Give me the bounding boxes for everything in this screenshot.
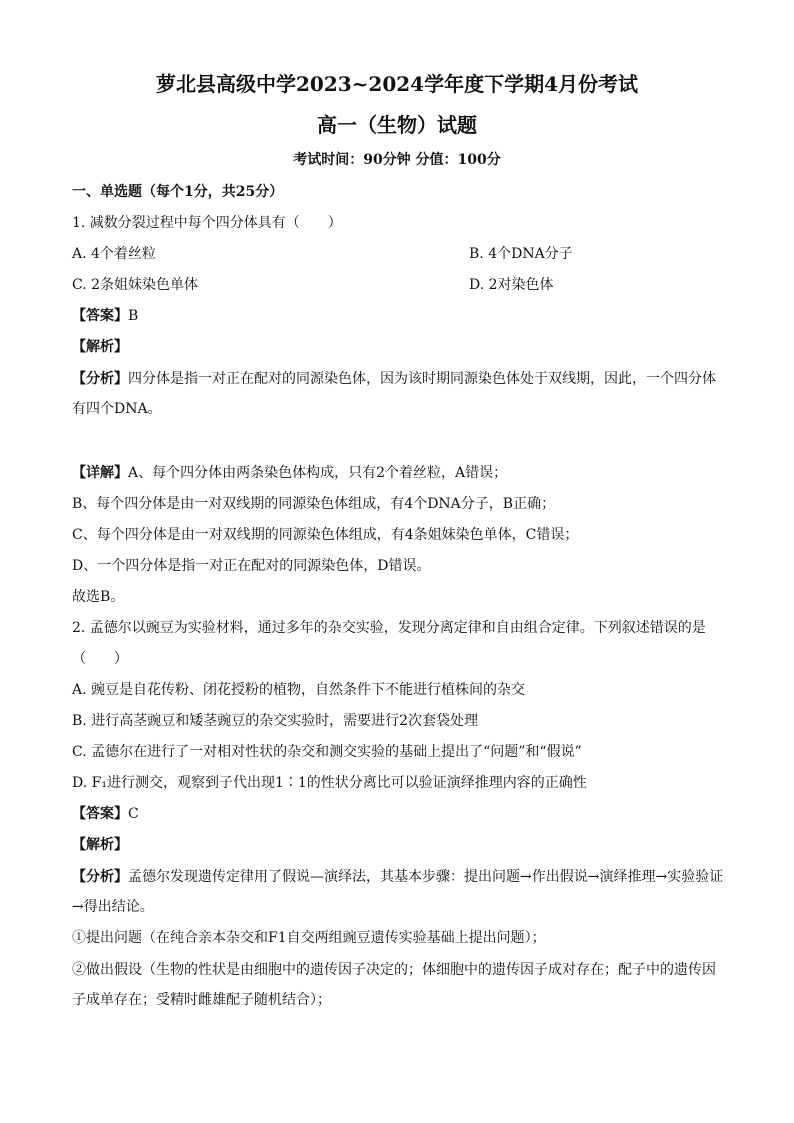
q1-option-d: D. 2对染色体 bbox=[469, 277, 554, 293]
q1-xiangjie-2: B、每个四分体是由一对双线期的同源染色体组成，有4个DNA分子，B正确； bbox=[72, 496, 556, 512]
q2-option-a: A. 豌豆是自花传粉、闭花授粉的植物，自然条件下不能进行植株间的杂交 bbox=[72, 682, 526, 698]
q1-options-row1 bbox=[72, 244, 724, 264]
q2-step-2: ②做出假设（生物的性状是由细胞中的遗传因子决定的；体细胞中的遗传因子成对存在；配子中的遗传因子成单存在；受精时雌雄配子随机结合）； bbox=[72, 962, 716, 1008]
q2-paren: （ ） bbox=[72, 651, 128, 667]
q1-xiangjie-1 bbox=[72, 463, 724, 483]
q1-xiangjie-3: C、每个四分体是由一对双线期的同源染色体组成，有4条姐妹染色单体，C错误； bbox=[72, 527, 579, 543]
q1-stem: 1. 减数分裂过程中每个四分体具有（ ） bbox=[72, 215, 342, 231]
q1-option-b: B. 4个DNA分子 bbox=[469, 246, 573, 262]
q2-stem: 2. 孟德尔以豌豆为实验材料，通过多年的杂交实验，发现分离定律和自由组合定律。下列叙述错误的是 bbox=[72, 620, 706, 636]
q2-option-b: B. 进行高茎豌豆和矮茎豌豆的杂交实验时，需要进行2次套袋处理 bbox=[72, 713, 479, 729]
q1-fenxi bbox=[72, 364, 724, 424]
q2-option-d: D. F₁进行测交，观察到子代出现1∶1的性状分离比可以验证演绎推理内容的正确性 bbox=[72, 775, 587, 791]
q1-answer-tag: 【答案】 bbox=[72, 308, 128, 324]
q1-conclusion: 故选B。 bbox=[72, 589, 125, 605]
q2-fenxi-tag: 【分析】 bbox=[72, 869, 128, 885]
q2-option-c: C. 孟德尔在进行了一对相对性状的杂交和测交实验的基础上提出了“问题”和“假说” bbox=[72, 744, 582, 760]
exam-info: 考试时间：90分钟 分值：100分 bbox=[293, 152, 501, 168]
q1-xiangjie-4: D、一个四分体是指一对正在配对的同源染色体，D错误。 bbox=[72, 558, 431, 574]
exam-title: 萝北县高级中学2023~2024学年度下学期4月份考试 bbox=[155, 72, 638, 96]
q1-answer-value: B bbox=[128, 308, 139, 324]
q2-answer-value: C bbox=[128, 806, 139, 822]
q1-answer bbox=[72, 306, 724, 326]
q1-options-row2 bbox=[72, 275, 724, 295]
q1-option-c: C. 2条姐妹染色单体 bbox=[72, 277, 199, 293]
q2-fenxi bbox=[72, 862, 724, 922]
q2-fenxi-text: 孟德尔发现遗传定律用了假说—演绎法，其基本步骤：提出问题→作出假说→演绎推理→实验验证→得出结论。 bbox=[72, 869, 724, 915]
q1-xiangjie-tag: 【详解】 bbox=[72, 465, 128, 481]
exam-subtitle: 高一（生物）试题 bbox=[317, 113, 477, 137]
section-heading: 一、单选题（每个1分，共25分） bbox=[72, 184, 284, 200]
q1-xiangjie-1-text: A、每个四分体由两条染色体构成，只有2个着丝粒，A错误； bbox=[128, 465, 508, 481]
q2-step-1: ①提出问题（在纯合亲本杂交和F1自交两组豌豆遗传实验基础上提出问题）； bbox=[72, 930, 546, 946]
q1-option-a: A. 4个着丝粒 bbox=[72, 246, 156, 262]
q1-jiexi-tag: 【解析】 bbox=[72, 339, 128, 355]
q2-answer-tag: 【答案】 bbox=[72, 806, 128, 822]
q2-jiexi-tag: 【解析】 bbox=[72, 837, 128, 853]
q1-fenxi-text: 四分体是指一对正在配对的同源染色体，因为该时期同源染色体处于双线期，因此，一个四分体有四个DNA。 bbox=[72, 371, 716, 417]
q1-fenxi-tag: 【分析】 bbox=[72, 371, 128, 387]
q2-answer bbox=[72, 804, 724, 824]
